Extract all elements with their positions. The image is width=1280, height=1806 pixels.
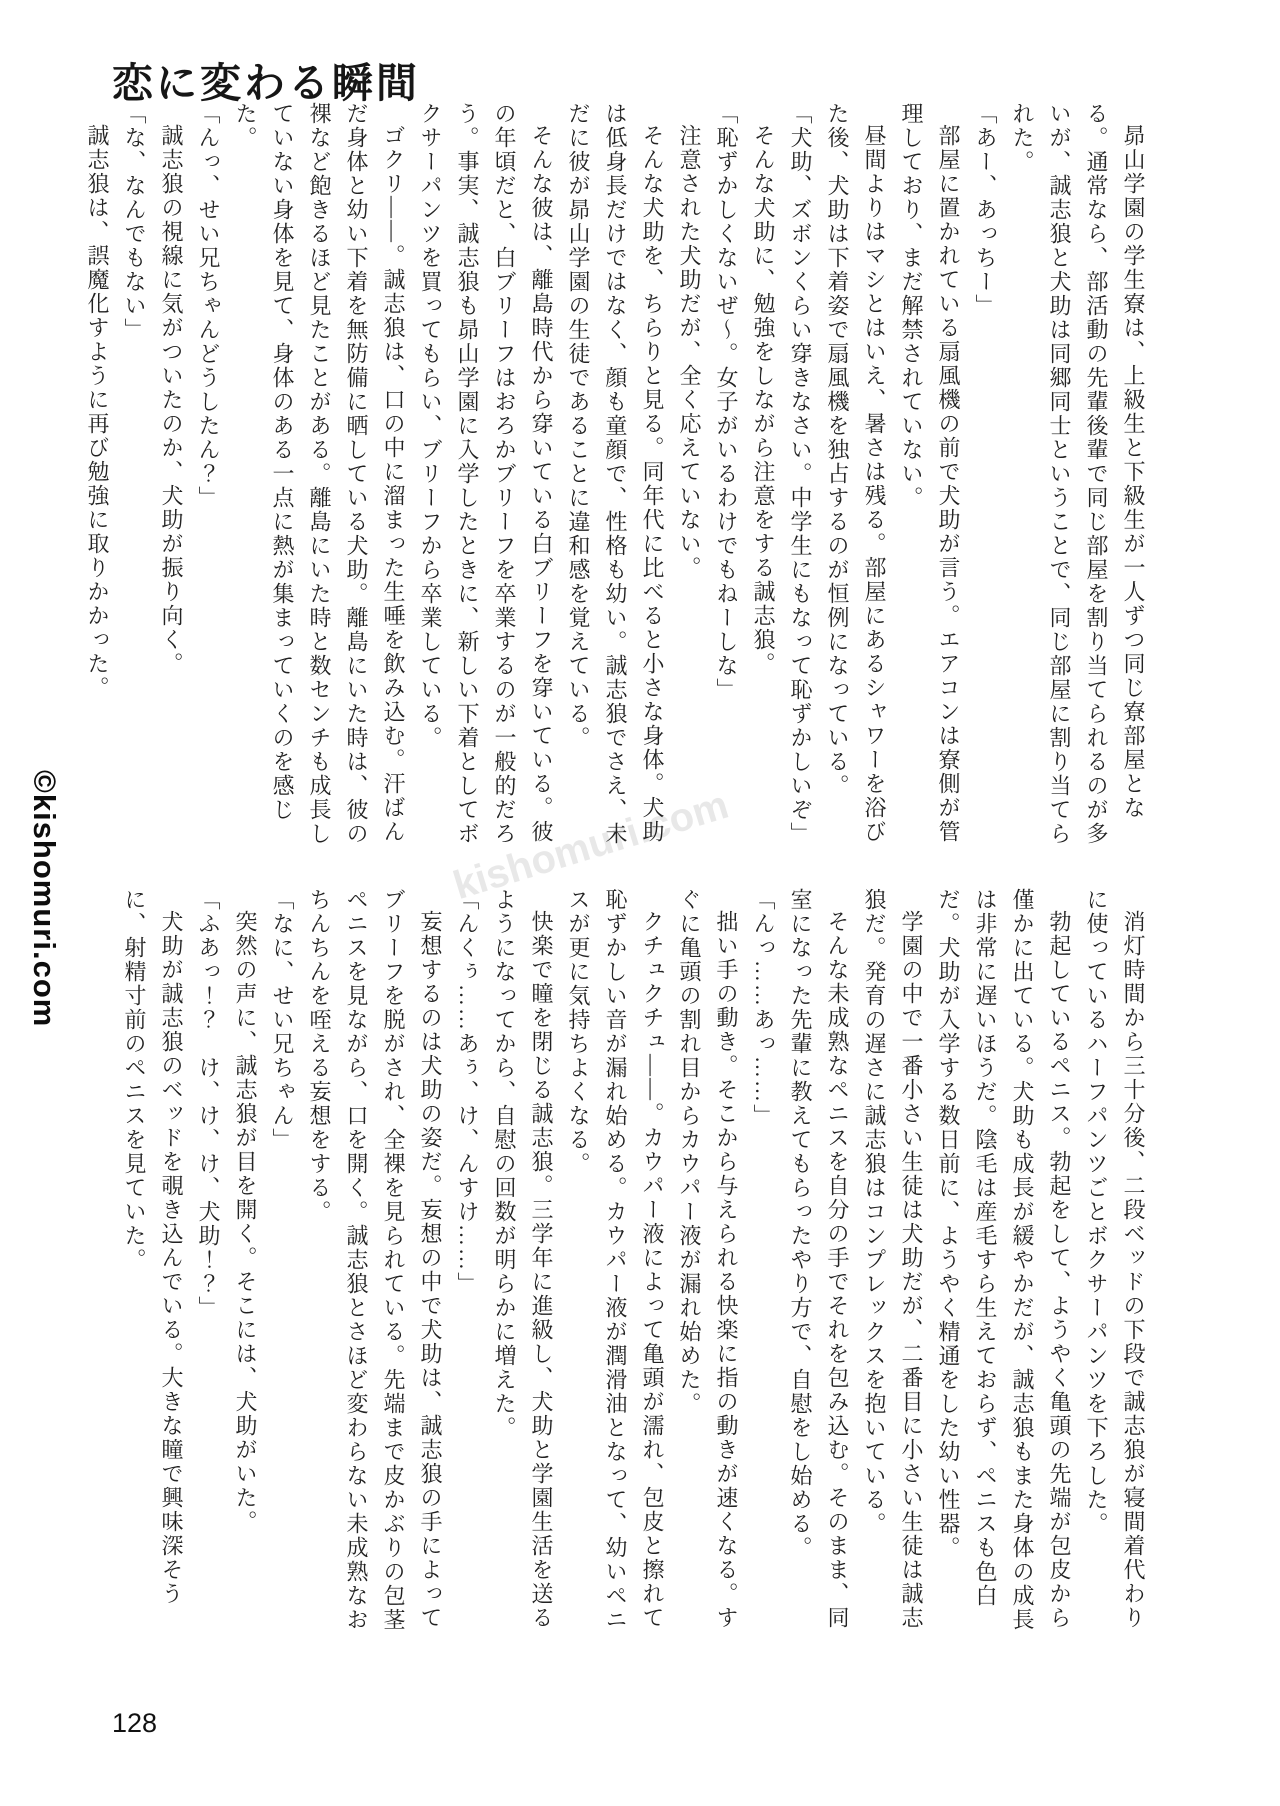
paragraph: 昴山学園の学生寮は、上級生と下級生が一人ずつ同じ寮部屋となる。通常なら、部活動の先輩後輩で同じ部屋を割り当てられるのが多いが、誠志狼と犬助は同郷同士ということで、同じ部屋に割り当てられた。 xyxy=(1010,102,1146,846)
dialogue-line: 「犬助、ズボンくらい穿きなさい。中学生にもなって恥ずかしいぞ」 xyxy=(788,102,813,846)
page-title: 恋に変わる瞬間 xyxy=(112,60,420,106)
paragraph: 学園の中で一番小さい生徒は犬助だが、二番目に小さい生徒は誠志狼だ。発育の遅さに誠志狼はコンプレックスを抱いている。 xyxy=(862,888,924,1630)
paragraph: そんな犬助に、勉強をしながら注意をする誠志狼。 xyxy=(751,124,776,676)
page-number: 128 xyxy=(112,1708,158,1738)
paragraph: 誠志狼の視線に気がついたのか、犬助が振り向く。 xyxy=(159,124,184,676)
dialogue-line: 「なに、せい兄ちゃん」 xyxy=(270,888,295,1152)
paragraph: クチュクチュ――。カウパー液によって亀頭が濡れ、包皮と擦れて恥ずかしい音が漏れ始める。カウパー液が潤滑油となって、幼いペニスが更に気持ちよくなる。 xyxy=(566,888,665,1632)
paragraph: 妄想するのは犬助の姿だ。妄想の中で犬助は、誠志狼の手によってブリーフを脱がされ、全裸を見られている。先端まで皮かぶりの包茎ペニスを見ながら、口を開く。誠志狼とさほど変わらない未成熟なおちんちんを咥える妄想をする。 xyxy=(307,888,443,1632)
dialogue-line: 「んっ……あっ……」 xyxy=(751,888,776,1128)
paragraph: そんな彼は、離島時代から穿いている白ブリーフを穿いている。彼の年頃だと、白ブリーフはおろかブリーフを卒業するのが一般的だろう。事実、誠志狼も昴山学園に入学したときに、新しい下着としてボクサーパンツを買ってもらい、ブリーフから卒業している。 xyxy=(418,102,554,846)
paragraph: 拙い手の動き。そこから与えられる快楽に指の動きが速くなる。すぐに亀頭の割れ目からカウパー液が漏れ始めた。 xyxy=(677,888,739,1630)
paragraph: 注意された犬助だが、全く応えていない。 xyxy=(677,124,702,580)
paragraph: 快楽で瞳を閉じる誠志狼。三学年に進級し、犬助と学園生活を送るようになってから、自慰の回数が明らかに増えた。 xyxy=(492,888,554,1630)
copyright-watermark: ©kishomuri.com xyxy=(27,770,62,1028)
dialogue-line: 「な、なんでもない」 xyxy=(122,102,147,342)
story-block-bottom xyxy=(116,888,1152,1650)
paragraph: 昼間よりはマシとはいえ、暑さは残る。部屋にあるシャワーを浴びた後、犬助は下着姿で扇風機を独占するのが恒例になっている。 xyxy=(825,102,887,844)
dialogue-line: 「んっ、せい兄ちゃんどうしたん？」 xyxy=(196,102,221,510)
center-watermark: kishomuri.com xyxy=(448,782,734,909)
dialogue-line: 「恥ずかしくないぜ〜。女子がいるわけでもねーしな」 xyxy=(714,102,739,702)
paragraph: 勃起しているペニス。勃起をして、ようやく亀頭の先端が包皮から僅かに出ている。犬助も成長が緩やかだが、誠志狼もまた身体の成長は非常に遅いほうだ。陰毛は産毛すら生えておらず、ペニスも色白だ。犬助が入学する数日前に、ようやく精通をした幼い性器。 xyxy=(936,888,1072,1632)
paragraph: 誠志狼は、誤魔化すように再び勉強に取りかかった。 xyxy=(85,124,110,700)
paragraph: 消灯時間から三十分後、二段ベッドの下段で誠志狼が寝間着代わりに使っているハーフパンツごとボクサーパンツを下ろした。 xyxy=(1084,888,1146,1630)
paragraph: ゴクリ――。誠志狼は、口の中に溜まった生唾を飲み込む。汗ばんだ身体と幼い下着を無防備に晒している犬助。離島にいた時は、彼の裸など飽きるほど見たことがある。離島にいた時と数センチも成長していない身体を見て、身体のある一点に熱が集まっていくのを感じた。 xyxy=(233,102,406,846)
paragraph: 突然の声に、誠志狼が目を開く。そこには、犬助がいた。 xyxy=(233,910,258,1534)
story-block-top xyxy=(79,102,1152,860)
paragraph: そんな未成熟なペニスを自分の手でそれを包み込む。そのまま、同室になった先輩に教えてもらったやり方で、自慰をし始める。 xyxy=(788,888,850,1630)
paragraph: 犬助が誠志狼のベッドを覗き込んでいる。大きな瞳で興味深そうに、射精寸前のペニスを見ていた。 xyxy=(122,888,184,1606)
dialogue-line: 「ふあっ！？ け、け、け、犬助！？」 xyxy=(196,888,221,1320)
dialogue-line: 「あー、あっちー」 xyxy=(973,102,998,318)
dialogue-line: 「んくぅ……あぅ、け、んすけ……」 xyxy=(455,888,480,1296)
paragraph: 部屋に置かれている扇風機の前で犬助が言う。エアコンは寮側が管理しており、まだ解禁されていない。 xyxy=(899,102,961,844)
paragraph: そんな犬助を、ちらりと見る。同年代に比べると小さな身体。犬助は低身長だけではなく、顔も童顔で、性格も幼い。誠志狼でさえ、未だに彼が昴山学園の生徒であることに違和感を覚えている。 xyxy=(566,102,665,846)
